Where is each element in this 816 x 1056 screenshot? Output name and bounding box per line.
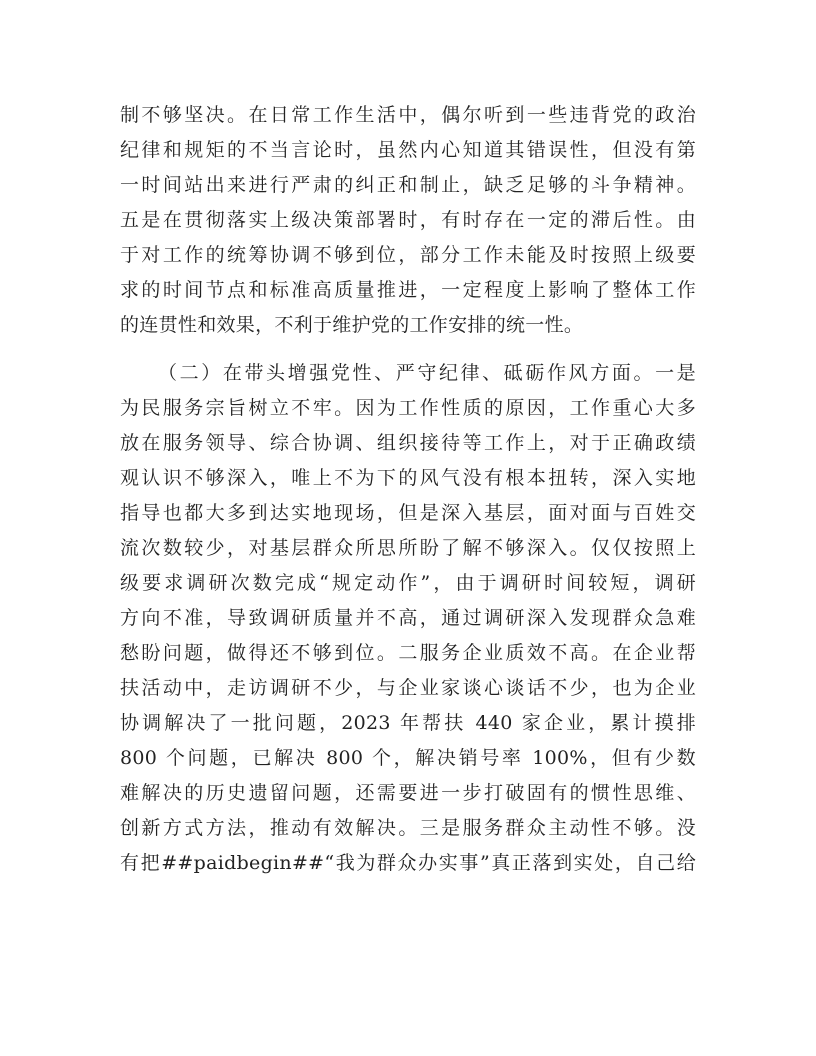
paragraph-1-line: 的连贯性和效果，不利于维护党的工作安排的统一性。 bbox=[120, 314, 584, 336]
paragraph-2-line: 有把##paidbegin##“我为群众办实事”真正落到实处，自己给 bbox=[120, 852, 696, 874]
paragraph-2 bbox=[120, 356, 696, 881]
paragraph-2-line: （二）在带头增强党性、严守纪律、砥砺作风方面。一是 bbox=[158, 362, 696, 384]
paragraph-2-line: 观认识不够深入，唯上不为下的风气没有根本扭转，深入实地 bbox=[120, 467, 696, 489]
paragraph-2-line: 扶活动中，走访调研不少，与企业家谈心谈话不少，也为企业 bbox=[120, 677, 696, 699]
paragraph-1-line: 五是在贯彻落实上级决策部署时，有时存在一定的滞后性。由 bbox=[120, 209, 696, 231]
paragraph-2-line: 放在服务领导、综合协调、组织接待等工作上，对于正确政绩 bbox=[120, 432, 696, 454]
paragraph-1-line: 求的时间节点和标准高质量推进，一定程度上影响了整体工作 bbox=[120, 279, 696, 301]
paragraph-1-line: 于对工作的统筹协调不够到位，部分工作未能及时按照上级要 bbox=[120, 244, 696, 266]
paragraph-2-line: 800 个问题，已解决 800 个，解决销号率 100%，但有少数 bbox=[120, 747, 696, 769]
paragraph-2-line: 级要求调研次数完成“规定动作”，由于调研时间较短，调研 bbox=[120, 572, 696, 594]
paragraph-spacer bbox=[120, 343, 696, 356]
paragraph-2-line: 指导也都大多到达实地现场，但是深入基层，面对面与百姓交 bbox=[120, 502, 696, 524]
paragraph-1-line: 纪律和规矩的不当言论时，虽然内心知道其错误性，但没有第 bbox=[120, 139, 696, 161]
document-body bbox=[120, 98, 696, 881]
paragraph-2-line: 愁盼问题，做得还不够到位。二服务企业质效不高。在企业帮 bbox=[120, 642, 696, 664]
paragraph-2-line: 协调解决了一批问题，2023 年帮扶 440 家企业，累计摸排 bbox=[120, 712, 696, 734]
paragraph-2-line: 为民服务宗旨树立不牢。因为工作性质的原因，工作重心大多 bbox=[120, 397, 696, 419]
paragraph-1-line: 制不够坚决。在日常工作生活中，偶尔听到一些违背党的政治 bbox=[120, 104, 696, 126]
paragraph-1-line: 一时间站出来进行严肃的纠正和制止，缺乏足够的斗争精神。 bbox=[120, 174, 696, 196]
paragraph-2-line: 流次数较少，对基层群众所思所盼了解不够深入。仅仅按照上 bbox=[120, 537, 696, 559]
paragraph-1 bbox=[120, 98, 696, 343]
paragraph-2-line: 方向不准，导致调研质量并不高，通过调研深入发现群众急难 bbox=[120, 607, 696, 629]
paragraph-2-line: 创新方式方法，推动有效解决。三是服务群众主动性不够。没 bbox=[120, 817, 696, 839]
paragraph-2-line: 难解决的历史遗留问题，还需要进一步打破固有的惯性思维、 bbox=[120, 782, 696, 804]
